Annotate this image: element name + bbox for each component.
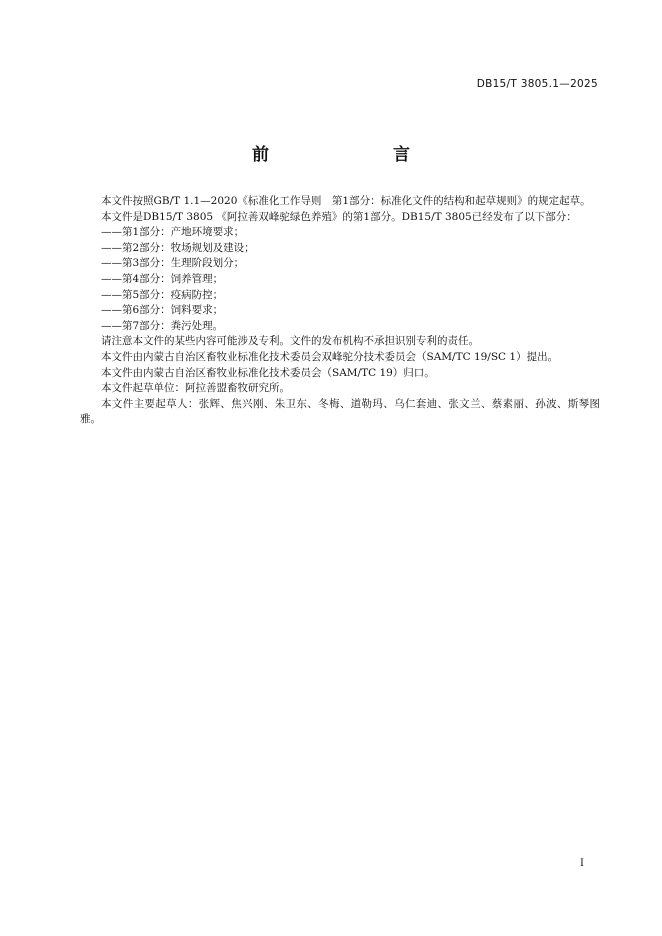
list-item-part-3: ——第3部分：生理阶段划分；	[101, 257, 245, 270]
list-item-part-7: ——第7部分：粪污处理。	[101, 319, 224, 332]
foreword-body	[80, 194, 600, 428]
list-item-part-6: ——第6部分：饲料要求；	[101, 304, 224, 317]
list-item-part-5: ——第5部分：疫病防控；	[101, 288, 224, 301]
paragraph-drafting-rules: 本文件按照GB/T 1.1—2020《标准化工作导则 第1部分：标准化文件的结构和起草规则》的规定起草。	[101, 195, 591, 207]
page-number: I	[580, 858, 584, 869]
paragraph-proposed-by: 本文件由内蒙古自治区畜牧业标准化技术委员会双峰驼分技术委员会（SAM/TC 19/SC 1）提出。	[101, 350, 559, 363]
paragraph-patent-notice: 请注意本文件的某些内容可能涉及专利。文件的发布机构不承担识别专利的责任。	[101, 335, 479, 348]
paragraph-series-intro: 本文件是DB15/T 3805 《阿拉善双峰驼绿色养殖》的第1部分。DB15/T 3805已经发布了以下部分：	[101, 210, 577, 223]
paragraph-drafters: 本文件主要起草人：张辉、焦兴刚、朱卫东、冬梅、道勒玛、乌仁套迪、张文兰、蔡素丽、孙波、斯琴图雅。	[80, 397, 600, 426]
page-title: 前 言	[252, 145, 440, 165]
list-item-part-4: ——第4部分：饲养管理；	[101, 272, 224, 285]
paragraph-managed-by: 本文件由内蒙古自治区畜牧业标准化技术委员会（SAM/TC 19）归口。	[101, 366, 435, 379]
list-item-part-1: ——第1部分：产地环境要求；	[101, 226, 245, 239]
paragraph-drafting-unit: 本文件起草单位：阿拉善盟畜牧研究所。	[101, 382, 290, 395]
document-code: DB15/T 3805.1—2025	[476, 78, 598, 90]
list-item-part-2: ——第2部分：牧场规划及建设；	[101, 241, 255, 254]
